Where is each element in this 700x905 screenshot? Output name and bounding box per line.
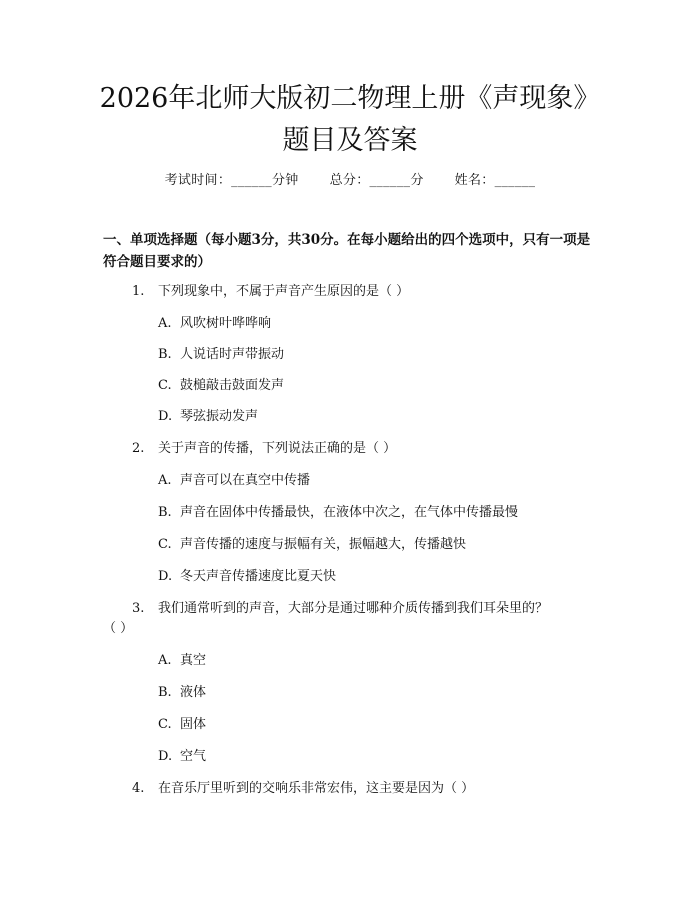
option-1b [158, 345, 284, 365]
exam-time-blank: ______ [231, 173, 272, 188]
option-text: 液体 [180, 685, 207, 700]
option-text: 声音在固体中传播最快，在液体中次之，在气体中传播最慢 [180, 505, 519, 520]
option-2b [158, 503, 518, 523]
option-text: 声音传播的速度与振幅有关，振幅越大，传播越快 [180, 537, 467, 552]
option-1d [158, 407, 258, 427]
option-letter: D. [158, 569, 173, 584]
option-letter: B. [158, 347, 172, 362]
option-2a [158, 471, 310, 491]
option-1a [158, 314, 271, 334]
option-letter: A. [158, 653, 172, 668]
option-2d [158, 567, 336, 587]
section-heading: 一、单项选择题（每小题3分，共30分。在每小题给出的四个选项中，只有一项是符合题目要求的） [103, 232, 591, 270]
exam-meta [0, 169, 700, 188]
question-number: 3. [132, 601, 145, 616]
option-letter: D. [158, 749, 173, 764]
option-text: 空气 [180, 749, 207, 764]
question-number: 1. [132, 284, 145, 299]
question-text: 我们通常听到的声音，大部分是通过哪种介质传播到我们耳朵里的？ [158, 601, 549, 616]
question-number: 2. [132, 441, 145, 456]
option-3a [158, 651, 206, 671]
exam-time-unit: 分钟 [271, 173, 299, 188]
option-text: 人说话时声带振动 [180, 347, 285, 362]
option-text: 琴弦振动发声 [180, 409, 259, 424]
total-score-blank: ______ [369, 173, 411, 188]
option-letter: C. [158, 717, 172, 732]
option-text: 真空 [180, 653, 207, 668]
option-text: 声音可以在真空中传播 [180, 473, 311, 488]
option-letter: C. [158, 378, 172, 393]
option-letter: B. [158, 685, 172, 700]
page-title: 2026年北师大版初二物理上册《声现象》题目及答案 [99, 83, 601, 156]
question-text: 在音乐厅里听到的交响乐非常宏伟，这主要是因为（ ） [158, 781, 475, 796]
option-text: 鼓槌敲击鼓面发声 [180, 378, 285, 393]
option-letter: A. [158, 473, 172, 488]
option-letter: B. [158, 505, 172, 520]
name-blank: ______ [494, 173, 536, 188]
question-3-continuation: （ ） [103, 621, 134, 636]
question-text: 关于声音的传播，下列说法正确的是（ ） [158, 441, 397, 456]
option-1c [158, 376, 284, 396]
option-3b [158, 683, 206, 703]
option-text: 冬天声音传播速度比夏天快 [180, 569, 337, 584]
total-score-label: 总分： [329, 173, 370, 188]
option-3d [158, 747, 206, 767]
total-score-unit: 分 [410, 173, 424, 188]
question-text: 下列现象中，不属于声音产生原因的是（ ） [158, 284, 410, 299]
option-text: 风吹树叶哗哗响 [180, 316, 272, 331]
question-number: 4. [132, 781, 145, 796]
name-label: 姓名： [454, 173, 495, 188]
exam-time-label: 考试时间： [164, 173, 232, 188]
option-letter: A. [158, 316, 172, 331]
option-2c [158, 535, 466, 555]
option-letter: C. [158, 537, 172, 552]
option-3c [158, 715, 206, 735]
option-text: 固体 [180, 717, 207, 732]
option-letter: D. [158, 409, 173, 424]
